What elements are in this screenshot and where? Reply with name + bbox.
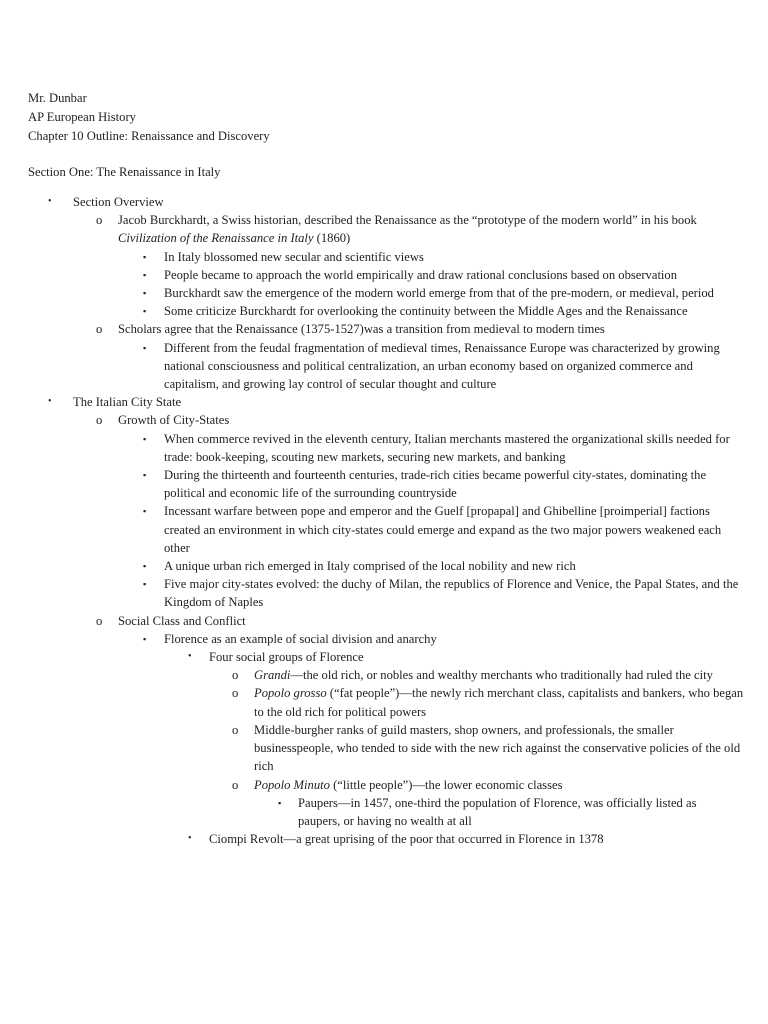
outline-item-text xyxy=(118,612,718,630)
italic-title: Grandi xyxy=(254,668,291,683)
text-run: (“fat people”)—the newly rich merchant class, capitalists and bankers, who began to the old rich for political powers xyxy=(254,686,744,719)
outline-item-text xyxy=(118,320,718,338)
outline-item-level-3 xyxy=(0,284,768,302)
outline-item-text xyxy=(164,284,744,302)
outline-item-level-3 xyxy=(0,557,768,575)
outline-item-text xyxy=(164,430,744,466)
outline-item-text xyxy=(254,776,744,794)
square-marker: ▪ xyxy=(143,633,147,644)
outline-item-text xyxy=(164,266,744,284)
outline-item-level-3 xyxy=(0,502,768,557)
bullet-marker: • xyxy=(48,196,52,207)
outline-item-level-3 xyxy=(0,630,768,648)
text-run: Florence as an example of social division and anarchy xyxy=(164,631,437,646)
circle-marker: o xyxy=(232,722,239,737)
outline-item-text xyxy=(254,684,744,720)
outline-item-text xyxy=(73,193,768,211)
circle-marker: o xyxy=(96,322,103,337)
outline-item-level-5 xyxy=(0,684,768,720)
outline-item-level-2 xyxy=(0,411,768,429)
text-run: Some criticize Burckhardt for overlooking the continuity between the Middle Ages and the Renaissance xyxy=(164,304,688,319)
square-marker: ▪ xyxy=(143,561,147,572)
text-run: (1860) xyxy=(313,231,351,246)
text-run: Middle-burgher ranks of guild masters, shop owners, and professionals, the smaller businesspeople, who tended to side with the new rich against the conservative policies of the old rich xyxy=(254,722,741,774)
italic-title: Popolo Minuto xyxy=(254,777,330,792)
outline-item-level-5 xyxy=(0,721,768,776)
outline-item-text xyxy=(209,648,729,666)
square-marker: ▪ xyxy=(278,797,282,808)
outline-item-text xyxy=(118,211,718,247)
document-header xyxy=(28,89,270,146)
outline-item-level-3 xyxy=(0,575,768,611)
outline-item-level-2 xyxy=(0,320,768,338)
text-run: People became to approach the world empirically and draw rational conclusions based on observation xyxy=(164,267,678,282)
square-marker: ▪ xyxy=(143,470,147,481)
outline-item-level-3 xyxy=(0,248,768,266)
text-run: Growth of City-States xyxy=(118,413,230,428)
text-run: Four social groups of Florence xyxy=(209,650,364,665)
outline-item-text xyxy=(254,666,744,684)
outline-item-level-4 xyxy=(0,648,768,666)
section-title: Section One: The Renaissance in Italy xyxy=(28,165,221,179)
circle-marker: o xyxy=(232,777,239,792)
italic-title: Popolo grosso xyxy=(254,686,327,701)
outline-item-level-2 xyxy=(0,612,768,630)
square-marker: ▪ xyxy=(143,433,147,444)
text-run: Burckhardt saw the emergence of the modern world emerge from that of the pre-modern, or medieval, period xyxy=(164,286,714,301)
square-marker: ▪ xyxy=(143,269,147,280)
text-run: —the old rich, or nobles and wealthy merchants who traditionally had ruled the city xyxy=(290,668,713,683)
outline-item-level-3 xyxy=(0,430,768,466)
outline-item-level-2 xyxy=(0,211,768,247)
circle-marker: o xyxy=(96,213,103,228)
outline-item-level-1 xyxy=(0,193,768,211)
text-run: When commerce revived in the eleventh century, Italian merchants mastered the organizational skills needed for trade: book-keeping, scouting new markets, securing new markets, and banking xyxy=(164,431,730,464)
outline-item-text xyxy=(164,466,744,502)
text-run: Paupers—in 1457, one-third the population of Florence, was officially listed as paupers, or having no wealth at all xyxy=(298,795,697,828)
outline-item-text xyxy=(164,502,744,557)
square-marker: ▪ xyxy=(143,579,147,590)
outline-item-level-3 xyxy=(0,266,768,284)
outline-item-level-5 xyxy=(0,776,768,794)
outline-item-level-3 xyxy=(0,466,768,502)
text-run: Social Class and Conflict xyxy=(118,613,246,628)
text-run: Incessant warfare between pope and emperor and the Guelf [propapal] and Ghibelline [proimperial] factions created an environment in which city-states could emerge and expand as the two major powers weakened each other xyxy=(164,504,722,555)
circle-marker: o xyxy=(96,413,103,428)
outline-item-level-4 xyxy=(0,830,768,848)
outline-item-text xyxy=(164,557,744,575)
outline-item-level-3 xyxy=(0,302,768,320)
outline-item-text xyxy=(164,339,744,394)
outline-item-text xyxy=(73,393,768,411)
outline-item-text xyxy=(164,302,744,320)
text-run: In Italy blossomed new secular and scientific views xyxy=(164,249,424,264)
text-run: Jacob Burckhardt, a Swiss historian, described the Renaissance as the “prototype of the modern world” in his book xyxy=(118,213,697,228)
square-marker: ▪ xyxy=(143,288,147,299)
outline-item-text xyxy=(164,575,744,611)
text-run: Section Overview xyxy=(73,195,164,209)
teacher-name: Mr. Dunbar xyxy=(28,91,87,105)
text-run: Five major city-states evolved: the duchy of Milan, the republics of Florence and Venice, the Papal States, and the Kingdom of Naples xyxy=(164,577,739,610)
text-run: During the thirteenth and fourteenth centuries, trade-rich cities became powerful city-states, dominating the political and economic life of the surrounding countryside xyxy=(164,468,707,501)
circle-marker: o xyxy=(96,613,103,628)
outline-item-level-5 xyxy=(0,666,768,684)
course-name: AP European History xyxy=(28,110,136,124)
outline-item-text xyxy=(118,411,718,429)
square-marker: ▪ xyxy=(143,342,147,353)
outline-item-level-6 xyxy=(0,794,768,830)
circle-marker: o xyxy=(232,668,239,683)
bullet-marker: • xyxy=(188,651,192,663)
square-marker: ▪ xyxy=(143,306,147,317)
outline-item-text xyxy=(254,721,744,776)
text-run: The Italian City State xyxy=(73,395,182,410)
text-run: Scholars agree that the Renaissance (1375-1527)was a transition from medieval to modern times xyxy=(118,322,605,337)
outline-item-text xyxy=(298,794,728,830)
text-run: Different from the feudal fragmentation of medieval times, Renaissance Europe was characterized by growing national consciousness and political centralization, an urban economy based on organized commerce and capitalism, and growing lay control of secular thought and culture xyxy=(164,340,720,392)
square-marker: ▪ xyxy=(143,506,147,517)
chapter-title: Chapter 10 Outline: Renaissance and Discovery xyxy=(28,129,270,143)
bullet-marker: • xyxy=(48,396,52,408)
outline-item-level-1 xyxy=(0,393,768,411)
text-run: Ciompi Revolt—a great uprising of the poor that occurred in Florence in 1378 xyxy=(209,832,604,847)
bullet-marker: • xyxy=(188,833,192,845)
outline-list xyxy=(0,193,768,848)
text-run: (“little people”)—the lower economic classes xyxy=(329,777,563,792)
outline-item-text xyxy=(164,630,744,648)
text-run: A unique urban rich emerged in Italy comprised of the local nobility and new rich xyxy=(164,559,576,574)
circle-marker: o xyxy=(232,686,239,701)
outline-item-text xyxy=(164,248,744,266)
italic-title: Civilization of the Renaissance in Italy xyxy=(118,231,314,246)
outline-item-level-3 xyxy=(0,339,768,394)
square-marker: ▪ xyxy=(143,251,147,262)
outline-item-text xyxy=(209,830,729,848)
